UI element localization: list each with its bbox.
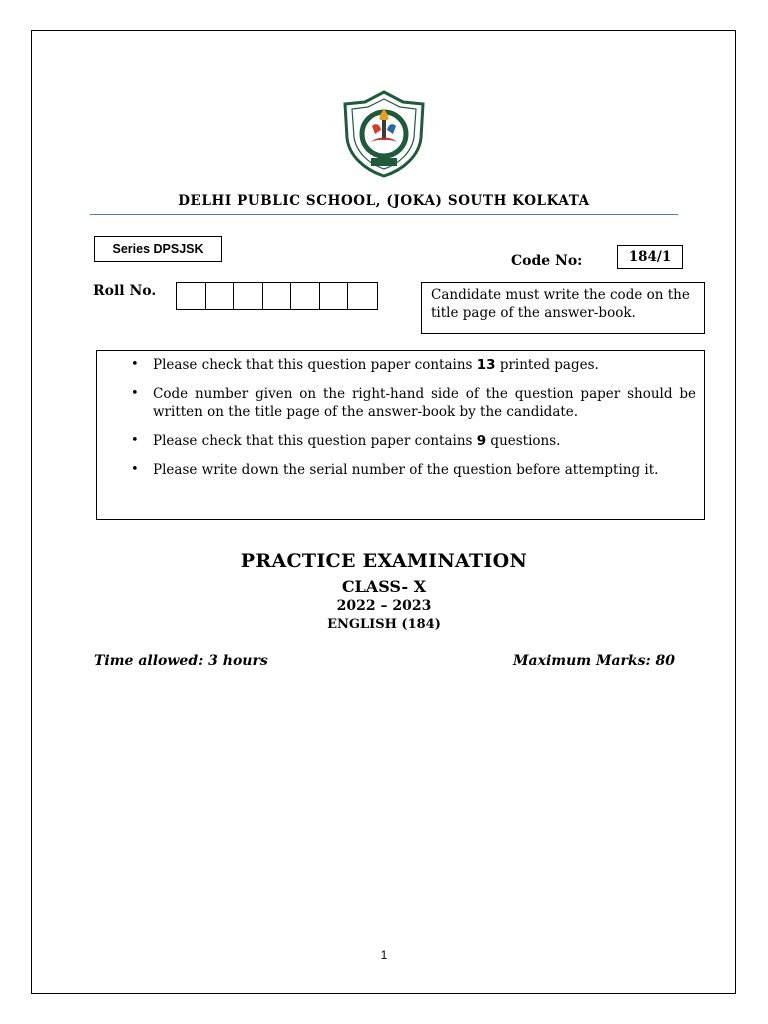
instruction-item: • Please check that this question paper contains 13 printed pages.: [153, 356, 696, 374]
roll-number-label: Roll No.: [93, 283, 157, 299]
roll-number-cell[interactable]: [320, 283, 349, 309]
roll-number-boxes[interactable]: [176, 282, 378, 310]
exam-title: PRACTICE EXAMINATION: [240, 550, 528, 572]
exam-class: CLASS- X: [341, 577, 427, 596]
maximum-marks: Maximum Marks: 80: [513, 653, 675, 669]
school-crest-logo: [341, 90, 427, 178]
code-value-box: 184/1: [617, 245, 683, 269]
exam-year: 2022 – 2023: [336, 598, 432, 614]
exam-subject: ENGLISH (184): [327, 617, 441, 632]
roll-number-cell[interactable]: [177, 283, 206, 309]
instruction-item: • Please write down the serial number of the question before attempting it.: [153, 461, 696, 479]
instruction-item: • Please check that this question paper contains 9 questions.: [153, 432, 696, 450]
roll-number-cell[interactable]: [348, 283, 377, 309]
roll-number-cell[interactable]: [263, 283, 292, 309]
series-box: Series DPSJSK: [94, 236, 222, 262]
school-name: DELHI PUBLIC SCHOOL, (JOKA) SOUTH KOLKATA: [178, 193, 590, 209]
roll-number-cell[interactable]: [206, 283, 235, 309]
roll-number-cell[interactable]: [291, 283, 320, 309]
instructions-box: [96, 350, 705, 520]
time-allowed: Time allowed: 3 hours: [94, 653, 268, 669]
instruction-item: • Code number given on the right-hand side of the question paper should be written on the title page of the answer-book by the candidate.: [153, 385, 696, 421]
page-number: 1: [380, 948, 388, 962]
header-divider: [90, 214, 678, 215]
roll-number-cell[interactable]: [234, 283, 263, 309]
code-label: Code No:: [511, 253, 583, 269]
candidate-code-note: Candidate must write the code on the title page of the answer-book.: [421, 282, 705, 334]
